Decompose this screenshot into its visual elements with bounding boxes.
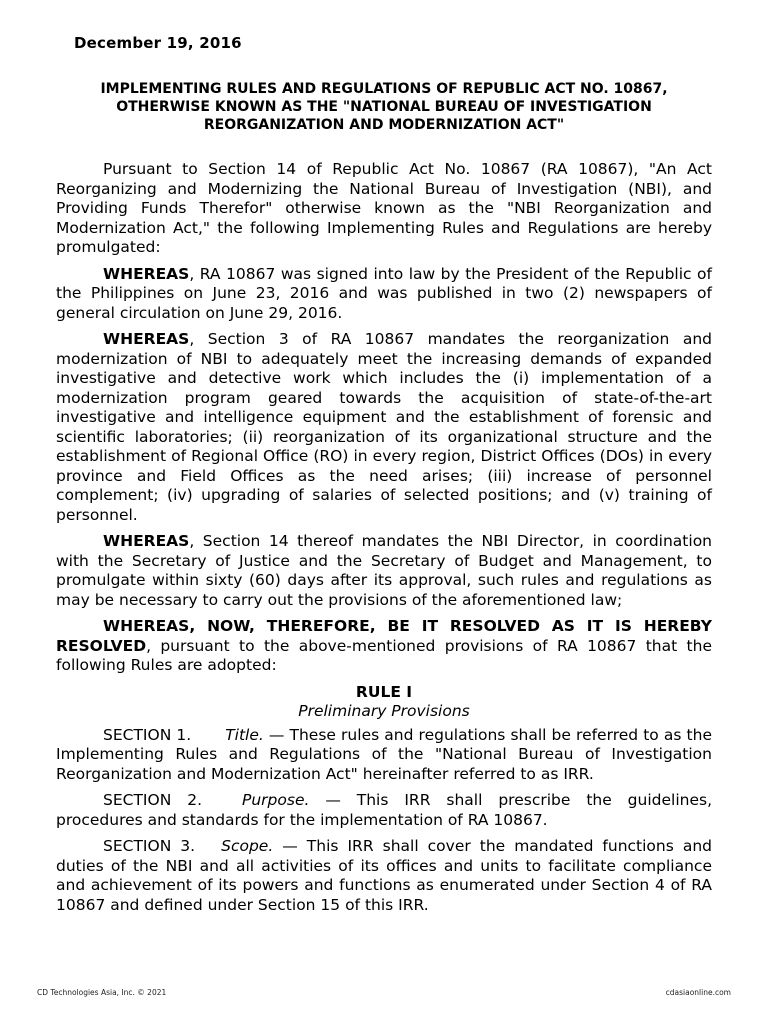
- resolved-paragraph: [56, 617, 712, 676]
- whereas-paragraph-3: [56, 532, 712, 610]
- section-text: — These rules and regulations shall be referred to as the Implementing Rules and Regulations of the "National Bureau of Investigation Reorganization and Modernization Act" hereinafter referred to as IRR.: [56, 725, 712, 783]
- rule-subtitle: Preliminary Provisions: [298, 702, 470, 720]
- section-2-paragraph: [56, 791, 712, 830]
- section-3-paragraph: [56, 837, 712, 915]
- whereas-text: , RA 10867 was signed into law by the President of the Republic of the Philippines on June 23, 2016 and was published in two (2) newspapers of general circulation on June 29, 2016.: [56, 264, 712, 322]
- section-label: SECTION 3.: [103, 837, 196, 855]
- resolved-text: , pursuant to the above-mentioned provisions of RA 10867 that the following Rules are adopted:: [56, 636, 712, 674]
- section-name: Title.: [225, 725, 264, 744]
- whereas-lead: WHEREAS: [103, 532, 190, 550]
- section-text: — This IRR shall prescribe the guidelines, procedures and standards for the implementation of RA 10867.: [56, 791, 712, 829]
- section-1-paragraph: [56, 726, 712, 785]
- footer-copyright: CD Technologies Asia, Inc. © 2021: [37, 988, 167, 997]
- section-name: Purpose.: [242, 791, 310, 809]
- intro-paragraph: Pursuant to Section 14 of Republic Act No. 10867 (RA 10867), "An Act Reorganizing and Modernizing the National Bureau of Investigation (NBI), and Providing Funds Therefor" otherwise known as the "NBI Reorganization and Modernization Act," the following Implementing Rules and Regulations are hereby promulgated:: [56, 160, 712, 256]
- resolved-lead: WHEREAS, NOW, THEREFORE, BE IT RESOLVED AS IT IS HEREBY RESOLVED: [56, 617, 712, 655]
- document-title: IMPLEMENTING RULES AND REGULATIONS OF REPUBLIC ACT NO. 10867, OTHERWISE KNOWN AS THE "NATIONAL BUREAU OF INVESTIGATION REORGANIZATION AND MODERNIZATION ACT": [100, 81, 668, 133]
- whereas-paragraph-1: [56, 265, 712, 324]
- whereas-paragraph-2: [56, 330, 712, 525]
- section-text: — This IRR shall cover the mandated functions and duties of the NBI and all activities of its offices and units to facilitate compliance and achievement of its powers and functions as enumerated under Section 4 of RA 10867 and defined under Section 15 of this IRR.: [56, 837, 712, 914]
- footer-website: cdasiaonline.com: [665, 988, 731, 997]
- document-body: [56, 160, 712, 922]
- section-label: SECTION 2.: [103, 791, 203, 809]
- document-date: December 19, 2016: [74, 34, 242, 52]
- section-name: Scope.: [221, 837, 274, 855]
- rule-heading: RULE I: [355, 682, 413, 701]
- whereas-text: , Section 14 thereof mandates the NBI Director, in coordination with the Secretary of Justice and the Secretary of Budget and Management, to promulgate within sixty (60) days after its approval, such rules and regulations as may be necessary to carry out the provisions of the aforementioned law;: [56, 532, 712, 609]
- whereas-lead: WHEREAS: [103, 264, 190, 283]
- section-label: SECTION 1.: [103, 725, 192, 744]
- whereas-lead: WHEREAS: [103, 330, 190, 348]
- whereas-text: , Section 3 of RA 10867 mandates the reorganization and modernization of NBI to adequately meet the increasing demands of expanded investigative and detective work which includes the (i) implementation of a modernization program geared towards the acquisition of state-of-the-art investigative and intelligence equipment and the establishment of forensic and scientific laboratories; (ii) reorganization of its organizational structure and the establishment of Regional Office (RO) in every region, District Offices (DOs) in every province and Field Offices as the need arises; (iii) increase of personnel complement; (iv) upgrading of salaries of selected positions; and (v) training of personnel.: [56, 330, 712, 524]
